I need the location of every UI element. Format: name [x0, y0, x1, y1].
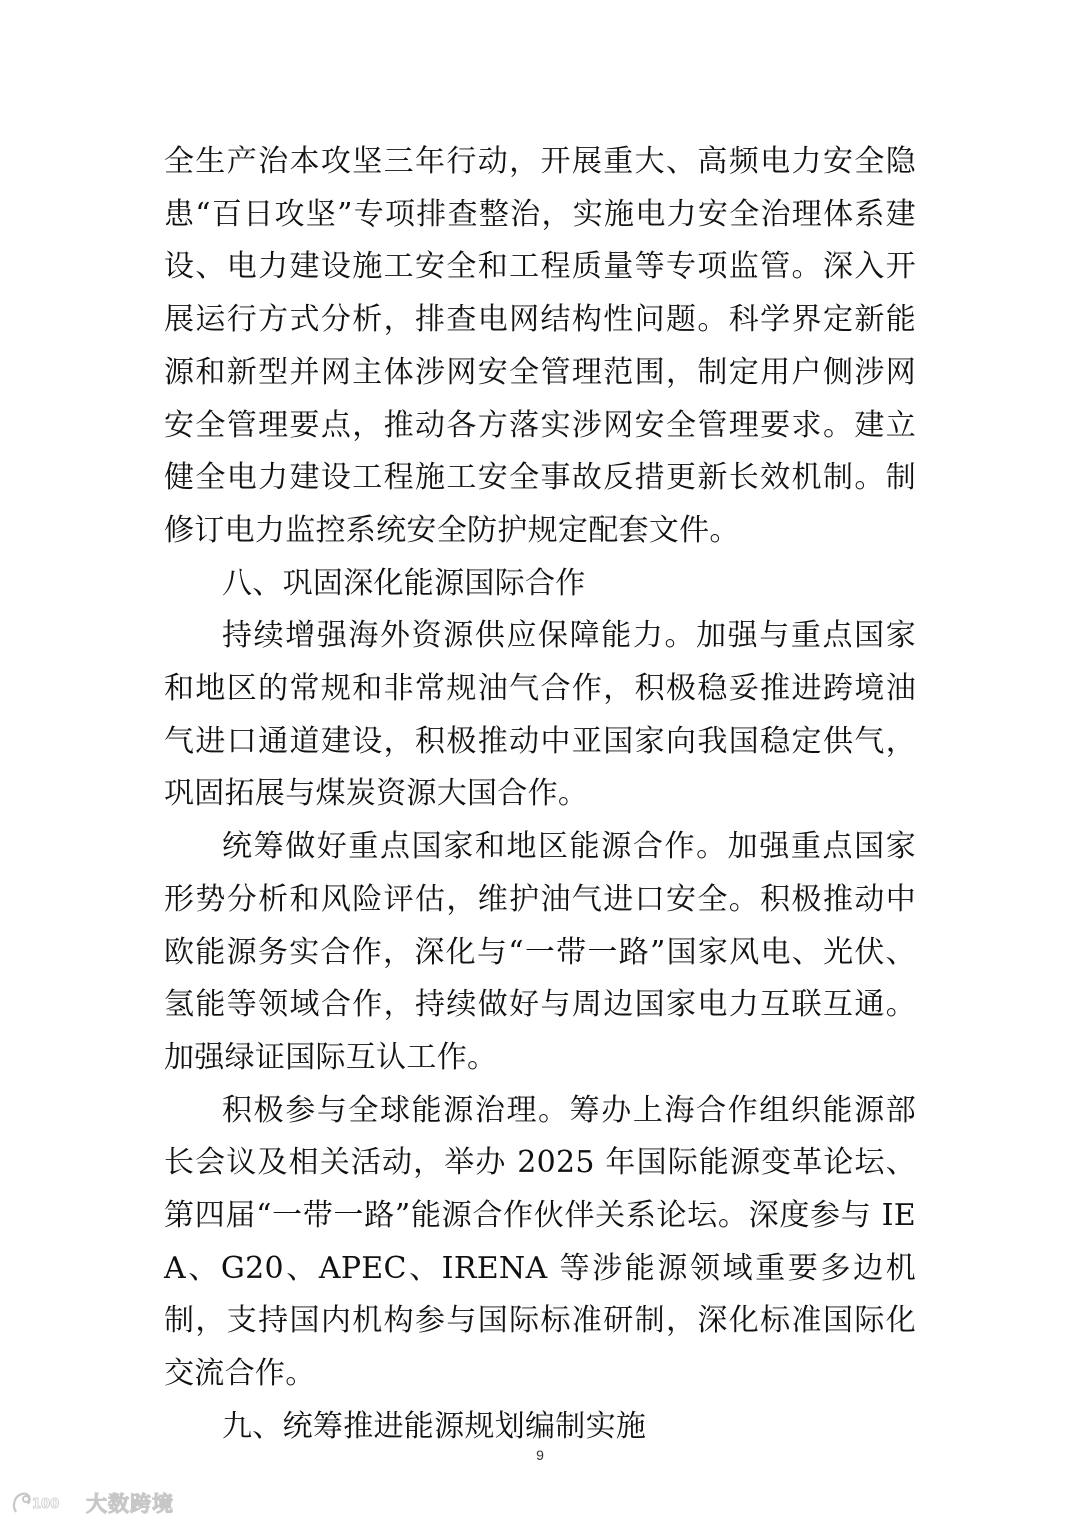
section-heading-8: 八、巩固深化能源国际合作 [222, 565, 586, 601]
watermark [10, 1488, 174, 1518]
paragraph-global-governance: 积极参与全球能源治理。筹办上海合作组织能源部长会议及相关活动，举办 2025 年国际能源变革论坛、第四届“一带一路”能源合作伙伴关系论坛。深度参与 IEA、G20、APEC、IRENA 等涉能源领域重要多边机制，支持国内机构参与国际标准研制，深化标准国际化交流合作。 [164, 1092, 916, 1392]
section-heading-9: 九、统筹推进能源规划编制实施 [222, 1408, 647, 1444]
brand-logo-icon [10, 1488, 80, 1518]
paragraph-regional-cooperation: 统筹做好重点国家和地区能源合作。加强重点国家形势分析和风险评估，维护油气进口安全。积极推动中欧能源务实合作，深化与“一带一路”国家风电、光伏、氢能等领域合作，持续做好与周边国家电力互联互通。加强绿证国际互认工作。 [164, 829, 916, 1075]
paragraph-continuation: 全生产治本攻坚三年行动，开展重大、高频电力安全隐患“百日攻坚”专项排查整治，实施电力安全治理体系建设、电力建设施工安全和工程质量等专项监管。深入开展运行方式分析，排查电网结构性问题。科学界定新能源和新型并网主体涉网安全管理范围，制定用户侧涉网安全管理要点，推动各方落实涉网安全管理要求。建立健全电力建设工程施工安全事故反措更新长效机制。制修订电力监控系统安全防护规定配套文件。 [164, 144, 916, 548]
watermark-text: 大数跨境 [86, 1492, 174, 1516]
paragraph-overseas-supply: 持续增强海外资源供应保障能力。加强与重点国家和地区的常规和非常规油气合作，积极稳妥推进跨境油气进口通道建设，积极推动中亚国家向我国稳定供气，巩固拓展与煤炭资源大国合作。 [164, 618, 916, 812]
svg-text:100: 100 [32, 1497, 60, 1512]
page-body [164, 136, 916, 1454]
page-number: 9 [536, 1447, 544, 1463]
